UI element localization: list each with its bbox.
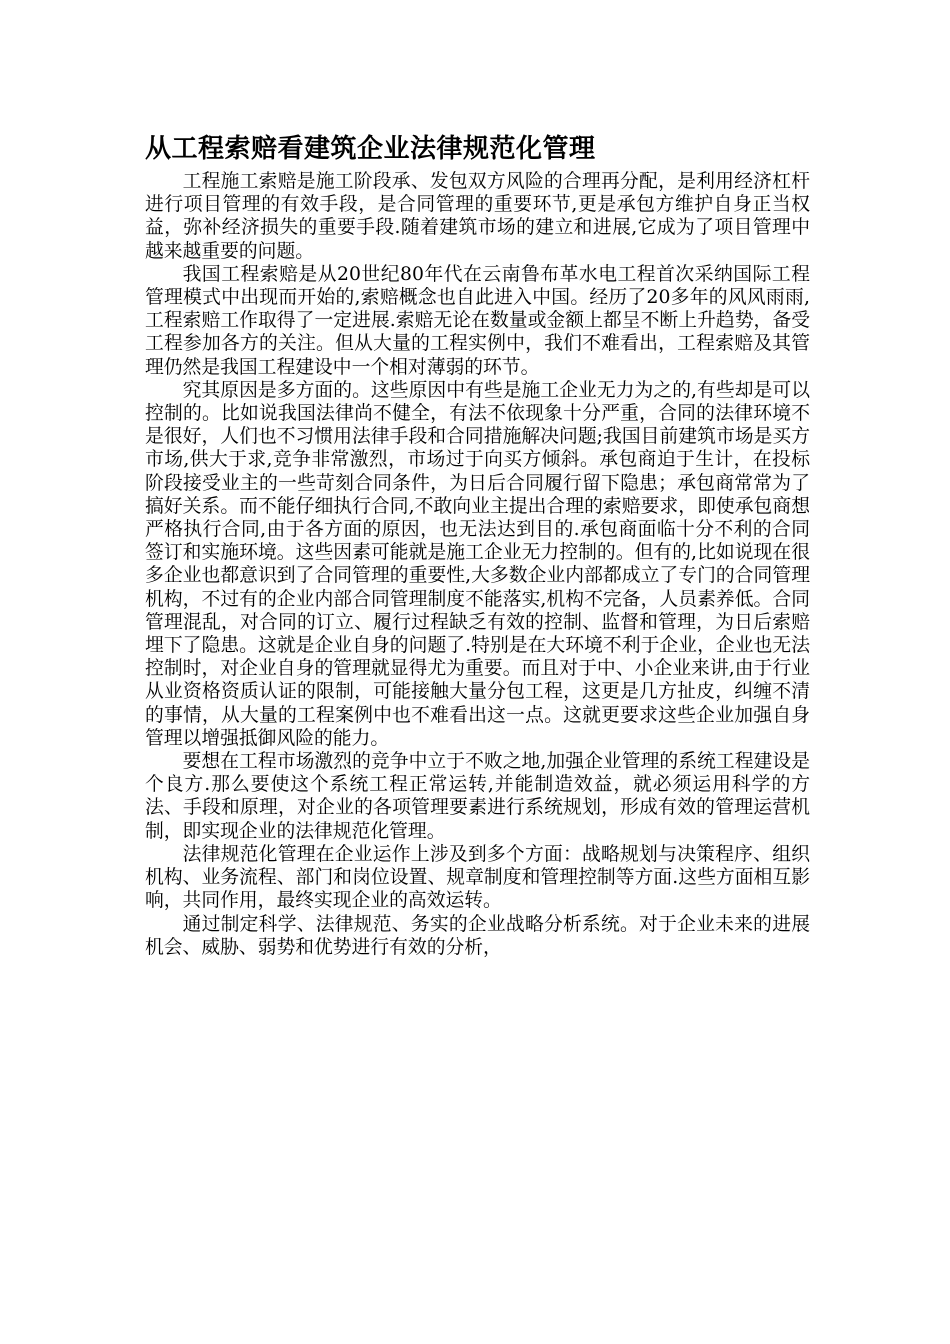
paragraph-5: 法律规范化管理在企业运作上涉及到多个方面：战略规划与决策程序、组织机构、业务流程、部门和岗位设置、规章制度和管理控制等方面.这些方面相互影响，共同作用，最终实现企业的高效运转。 xyxy=(145,843,810,912)
paragraph-3: 究其原因是多方面的。这些原因中有些是施工企业无力为之的,有些却是可以控制的。比如说我国法律尚不健全，有法不依现象十分严重，合同的法律环境不是很好，人们也不习惯用法律手段和合同措施解决问题;我国目前建筑市场是买方市场,供大于求,竞争非常激烈，市场过于向买方倾斜。承包商迫于生计，在投标阶段接受业主的一些苛刻合同条件，为日后合同履行留下隐患；承包商常常为了搞好关系。而不能仔细执行合同,不敢向业主提出合理的索赔要求，即使承包商想严格执行合同,由于各方面的原因，也无法达到目的.承包商面临十分不利的合同签订和实施环境。这些因素可能就是施工企业无力控制的。但有的,比如说现在很多企业也都意识到了合同管理的重要性,大多数企业内部都成立了专门的合同管理机构，不过有的企业内部合同管理制度不能落实,机构不完备，人员素养低。合同管理混乱，对合同的订立、履行过程缺乏有效的控制、监督和管理，为日后索赔埋下了隐患。这就是企业自身的问题了.特别是在大环境不利于企业，企业也无法控制时，对企业自身的管理就显得尤为重要。而且对于中、小企业来讲,由于行业从业资格资质认证的限制，可能接触大量分包工程，这更是几方扯皮，纠缠不清的事情，从大量的工程案例中也不难看出这一点。这就更要求这些企业加强自身管理以增强抵御风险的能力。 xyxy=(145,379,810,749)
document-title: 从工程索赔看建筑企业法律规范化管理 xyxy=(145,134,596,164)
paragraph-4: 要想在工程市场激烈的竞争中立于不败之地,加强企业管理的系统工程建设是个良方.那么要使这个系统工程正常运转,并能制造效益，就必须运用科学的方法、手段和原理，对企业的各项管理要素进行系统规划，形成有效的管理运营机制，即实现企业的法律规范化管理。 xyxy=(145,751,810,842)
paragraph-2: 我国工程索赔是从20世纪80年代在云南鲁布革水电工程首次采纳国际工程管理模式中出现而开始的,索赔概念也自此进入中国。经历了20多年的风风雨雨,工程索赔工作取得了一定进展.索赔无论在数量或金额上都呈不断上升趋势，备受工程参加各方的关注。但从大量的工程实例中，我们不难看出，工程索赔及其管理仍然是我国工程建设中一个相对薄弱的环节。 xyxy=(145,263,810,378)
paragraph-6: 通过制定科学、法律规范、务实的企业战略分析系统。对于企业未来的进展机会、威胁、弱势和优势进行有效的分析， xyxy=(145,913,810,958)
document-page xyxy=(145,130,810,959)
paragraph-1: 工程施工索赔是施工阶段承、发包双方风险的合理再分配，是利用经济杠杆进行项目管理的有效手段，是合同管理的重要环节,更是承包方维护自身正当权益，弥补经济损失的重要手段.随着建筑市场的建立和进展,它成为了项目管理中越来越重要的问题。 xyxy=(145,171,810,262)
